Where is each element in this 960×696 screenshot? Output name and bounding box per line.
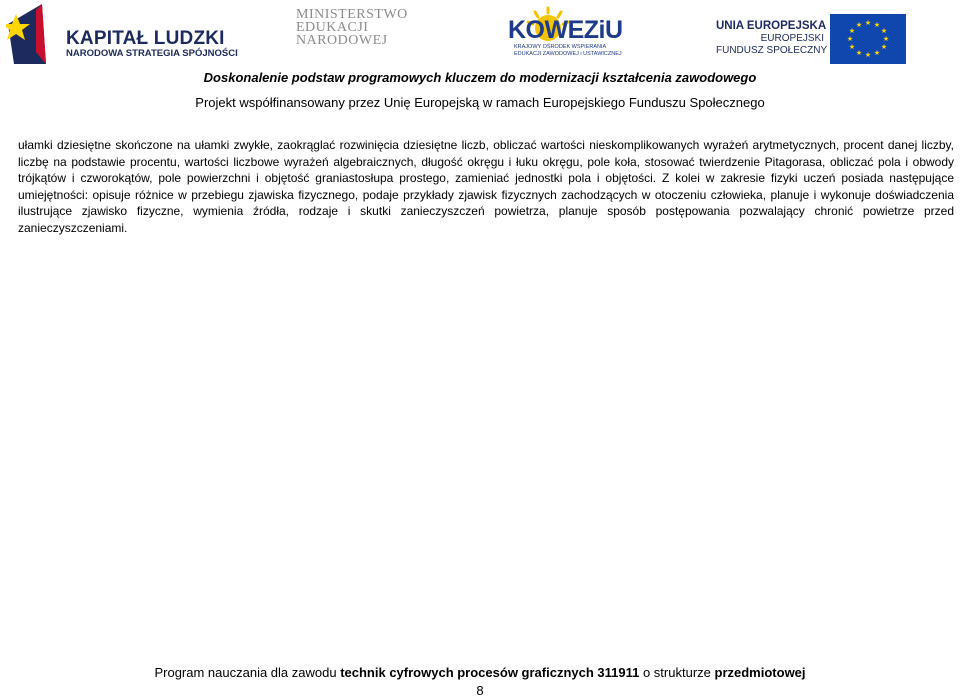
eu-flag-icon xyxy=(830,14,906,64)
ministerstwo-line3: NARODOWEJ xyxy=(296,33,388,48)
koweziu-subtitle-1: KRAJOWY OŚRODEK WSPIERANIA xyxy=(514,44,607,50)
project-subtitle: Projekt współfinansowany przez Unię Europejską w ramach Europejskiego Funduszu Społecznego xyxy=(195,95,765,110)
svg-text:★: ★ xyxy=(855,49,863,57)
kapital-ludzki-title: KAPITAŁ LUDZKI xyxy=(66,28,225,49)
footer-structure: przedmiotowej xyxy=(714,665,806,680)
svg-text:★: ★ xyxy=(846,35,854,43)
svg-text:★: ★ xyxy=(855,21,863,29)
header-logos xyxy=(0,0,960,66)
footer-program-line xyxy=(0,665,960,680)
footer-prefix: Program nauczania dla zawodu xyxy=(154,665,337,680)
ministerstwo-line1: MINISTERSTWO xyxy=(296,7,408,22)
svg-text:★: ★ xyxy=(873,21,881,29)
kapital-ludzki-subtitle: NARODOWA STRATEGIA SPÓJNOŚCI xyxy=(66,48,238,59)
svg-text:★: ★ xyxy=(864,51,872,59)
unia-line1: UNIA EUROPEJSKA xyxy=(716,20,827,32)
unia-line3: FUNDUSZ SPOŁECZNY xyxy=(716,45,828,56)
svg-text:★: ★ xyxy=(880,43,888,51)
koweziu-logo xyxy=(500,6,630,62)
unia-line2: EUROPEJSKI xyxy=(760,33,824,44)
body-paragraph: ułamki dziesiętne skończone na ułamki zwykłe, zaokrąglać rozwinięcia dziesiętne liczb, obliczać wartości nieskomplikowanych wyrażeń arytmetycznych, procent danej liczby, liczbę na podstawie procentu, wartości liczbowe wyrażeń algebraicznych, długość okręgu i łuku okręgu, pole koła, stosować twierdzenie Pitagorasa, obliczać pola i obwody trójkątów i czworokątów, pole powierzchni i objętość graniastosłupa prostego, zamieniać jednostki pola i objętości. Z kolei w zakresie fizyki uczeń posiada następujące umiejętności: opisuje różnice w przebiegu zjawiska fizycznego, podaje przykłady zjawisk fizycznych zachodzących w otoczeniu człowieka, planuje i wykonuje doświadczenia ilustrujące zjawisko fizyczne, wymienia źródła, rodzaje i skutki zanieczyszczeń powietrza, planuje sposób postępowania pozwalający chronić powietrze przed zanieczyszczeniami. xyxy=(18,138,954,235)
koweziu-subtitle-2: EDUKACJI ZAWODOWEJ i USTAWICZNEJ xyxy=(514,51,622,57)
ministerstwo-line2: EDUKACJI xyxy=(296,20,369,35)
koweziu-title: KOWEZiU xyxy=(508,16,623,44)
svg-text:★: ★ xyxy=(880,27,888,35)
kapital-ludzki-logo xyxy=(6,4,238,64)
kapital-ludzki-emblem-icon xyxy=(6,4,62,66)
svg-text:★: ★ xyxy=(873,49,881,57)
ministerstwo-logo xyxy=(296,8,416,56)
svg-text:★: ★ xyxy=(864,19,872,27)
page-number: 8 xyxy=(476,683,484,696)
unia-europejska-text xyxy=(716,20,828,57)
svg-text:★: ★ xyxy=(882,35,890,43)
svg-text:★: ★ xyxy=(848,43,856,51)
footer-middle: o strukturze xyxy=(642,665,711,680)
unia-europejska-logo xyxy=(716,14,956,66)
project-title: Doskonalenie podstaw programowych kluczem do modernizacji kształcenia zawodowego xyxy=(203,70,757,85)
footer-profession: technik cyfrowych procesów graficznych 311911 xyxy=(340,665,640,680)
svg-text:★: ★ xyxy=(848,27,856,35)
